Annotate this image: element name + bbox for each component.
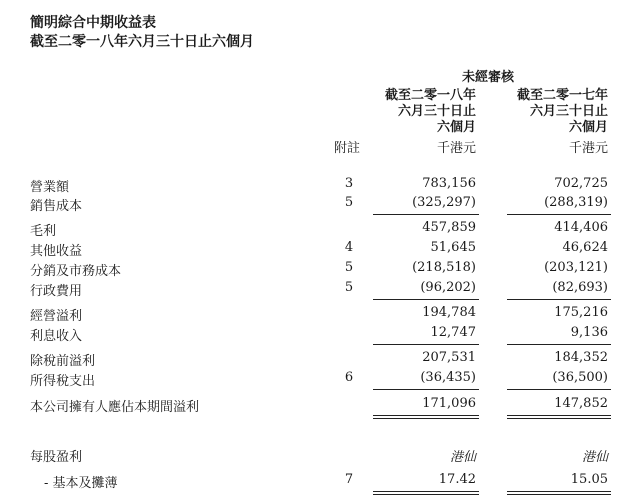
total-rule bbox=[507, 415, 611, 416]
col-2017-unit: 千港元 bbox=[568, 141, 608, 156]
statement-period: 截至二零一八年六月三十日止六個月 bbox=[30, 34, 254, 50]
subtotal-rule bbox=[373, 214, 479, 215]
eps-unit-2017: 港仙 bbox=[581, 450, 608, 465]
row-value-2018: 457,859 bbox=[422, 220, 476, 235]
row-label: 行政費用 bbox=[30, 284, 83, 299]
statement-title: 簡明綜合中期收益表 bbox=[30, 15, 156, 31]
subtotal-rule bbox=[507, 344, 611, 345]
row-value-2017: 175,216 bbox=[554, 305, 608, 320]
total-rule bbox=[373, 418, 479, 419]
col-2018-header-line1: 截至二零一八年 bbox=[384, 88, 476, 103]
col-2017-header-line3: 六個月 bbox=[568, 120, 608, 135]
total-rule bbox=[507, 418, 611, 419]
subtotal-rule bbox=[373, 344, 479, 345]
row-value-2018: 51,645 bbox=[430, 240, 476, 255]
row-value-2017: 9,136 bbox=[570, 325, 608, 340]
row-label: 利息收入 bbox=[30, 329, 83, 344]
note-column-header: 附註 bbox=[334, 141, 361, 156]
col-2018-unit: 千港元 bbox=[436, 141, 476, 156]
row-value-2018: 194,784 bbox=[422, 305, 476, 320]
eps-basic-2018: 17.42 bbox=[438, 472, 476, 487]
subtotal-rule bbox=[507, 299, 611, 300]
row-value-2017: 147,852 bbox=[554, 396, 608, 411]
row-label: 分銷及市務成本 bbox=[30, 264, 122, 279]
row-value-2018: (36,435) bbox=[420, 370, 476, 385]
row-label: 經營溢利 bbox=[30, 309, 83, 324]
eps-basic-2017: 15.05 bbox=[570, 472, 608, 487]
row-note: 4 bbox=[344, 240, 354, 255]
row-value-2018: 12,747 bbox=[430, 325, 476, 340]
subtotal-rule bbox=[373, 299, 479, 300]
subtotal-rule bbox=[507, 214, 611, 215]
row-label: 所得稅支出 bbox=[30, 374, 96, 389]
eps-label: 每股盈利 bbox=[30, 450, 83, 465]
row-value-2017: (82,693) bbox=[552, 280, 608, 295]
eps-basic-note: 7 bbox=[344, 472, 354, 487]
col-2018-header-line2: 六月三十日止 bbox=[397, 104, 476, 119]
row-value-2018: 783,156 bbox=[422, 176, 476, 191]
row-note: 5 bbox=[344, 195, 354, 210]
col-2017-header-line1: 截至二零一七年 bbox=[516, 88, 608, 103]
eps-total-rule bbox=[373, 491, 479, 492]
subtotal-rule bbox=[507, 389, 611, 390]
eps-basic-label: - 基本及攤薄 bbox=[44, 476, 118, 491]
row-note: 6 bbox=[344, 370, 354, 385]
subtotal-rule bbox=[373, 389, 479, 390]
row-value-2017: 702,725 bbox=[554, 176, 608, 191]
row-value-2018: (325,297) bbox=[412, 195, 476, 210]
row-value-2017: 414,406 bbox=[554, 220, 608, 235]
eps-total-rule bbox=[507, 494, 611, 495]
col-2018-header-line3: 六個月 bbox=[436, 120, 476, 135]
row-value-2017: (288,319) bbox=[544, 195, 608, 210]
col-2017-header-line2: 六月三十日止 bbox=[529, 104, 608, 119]
row-value-2018: 207,531 bbox=[422, 350, 476, 365]
row-value-2018: (96,202) bbox=[420, 280, 476, 295]
row-value-2018: (218,518) bbox=[412, 260, 476, 275]
eps-unit-2018: 港仙 bbox=[449, 450, 476, 465]
eps-total-rule bbox=[373, 494, 479, 495]
row-label: 本公司擁有人應佔本期間溢利 bbox=[30, 400, 200, 415]
row-value-2018: 171,096 bbox=[422, 396, 476, 411]
row-label: 除稅前溢利 bbox=[30, 354, 96, 369]
eps-total-rule bbox=[507, 491, 611, 492]
row-value-2017: 184,352 bbox=[554, 350, 608, 365]
row-label: 營業額 bbox=[30, 180, 70, 195]
row-label: 銷售成本 bbox=[30, 199, 83, 214]
row-note: 5 bbox=[344, 260, 354, 275]
row-note: 3 bbox=[344, 176, 354, 191]
row-label: 毛利 bbox=[30, 224, 57, 239]
row-note: 5 bbox=[344, 280, 354, 295]
unaudited-label: 未經審核 bbox=[462, 70, 515, 85]
row-value-2017: (36,500) bbox=[552, 370, 608, 385]
row-value-2017: 46,624 bbox=[562, 240, 608, 255]
row-value-2017: (203,121) bbox=[544, 260, 608, 275]
total-rule bbox=[373, 415, 479, 416]
row-label: 其他收益 bbox=[30, 244, 83, 259]
